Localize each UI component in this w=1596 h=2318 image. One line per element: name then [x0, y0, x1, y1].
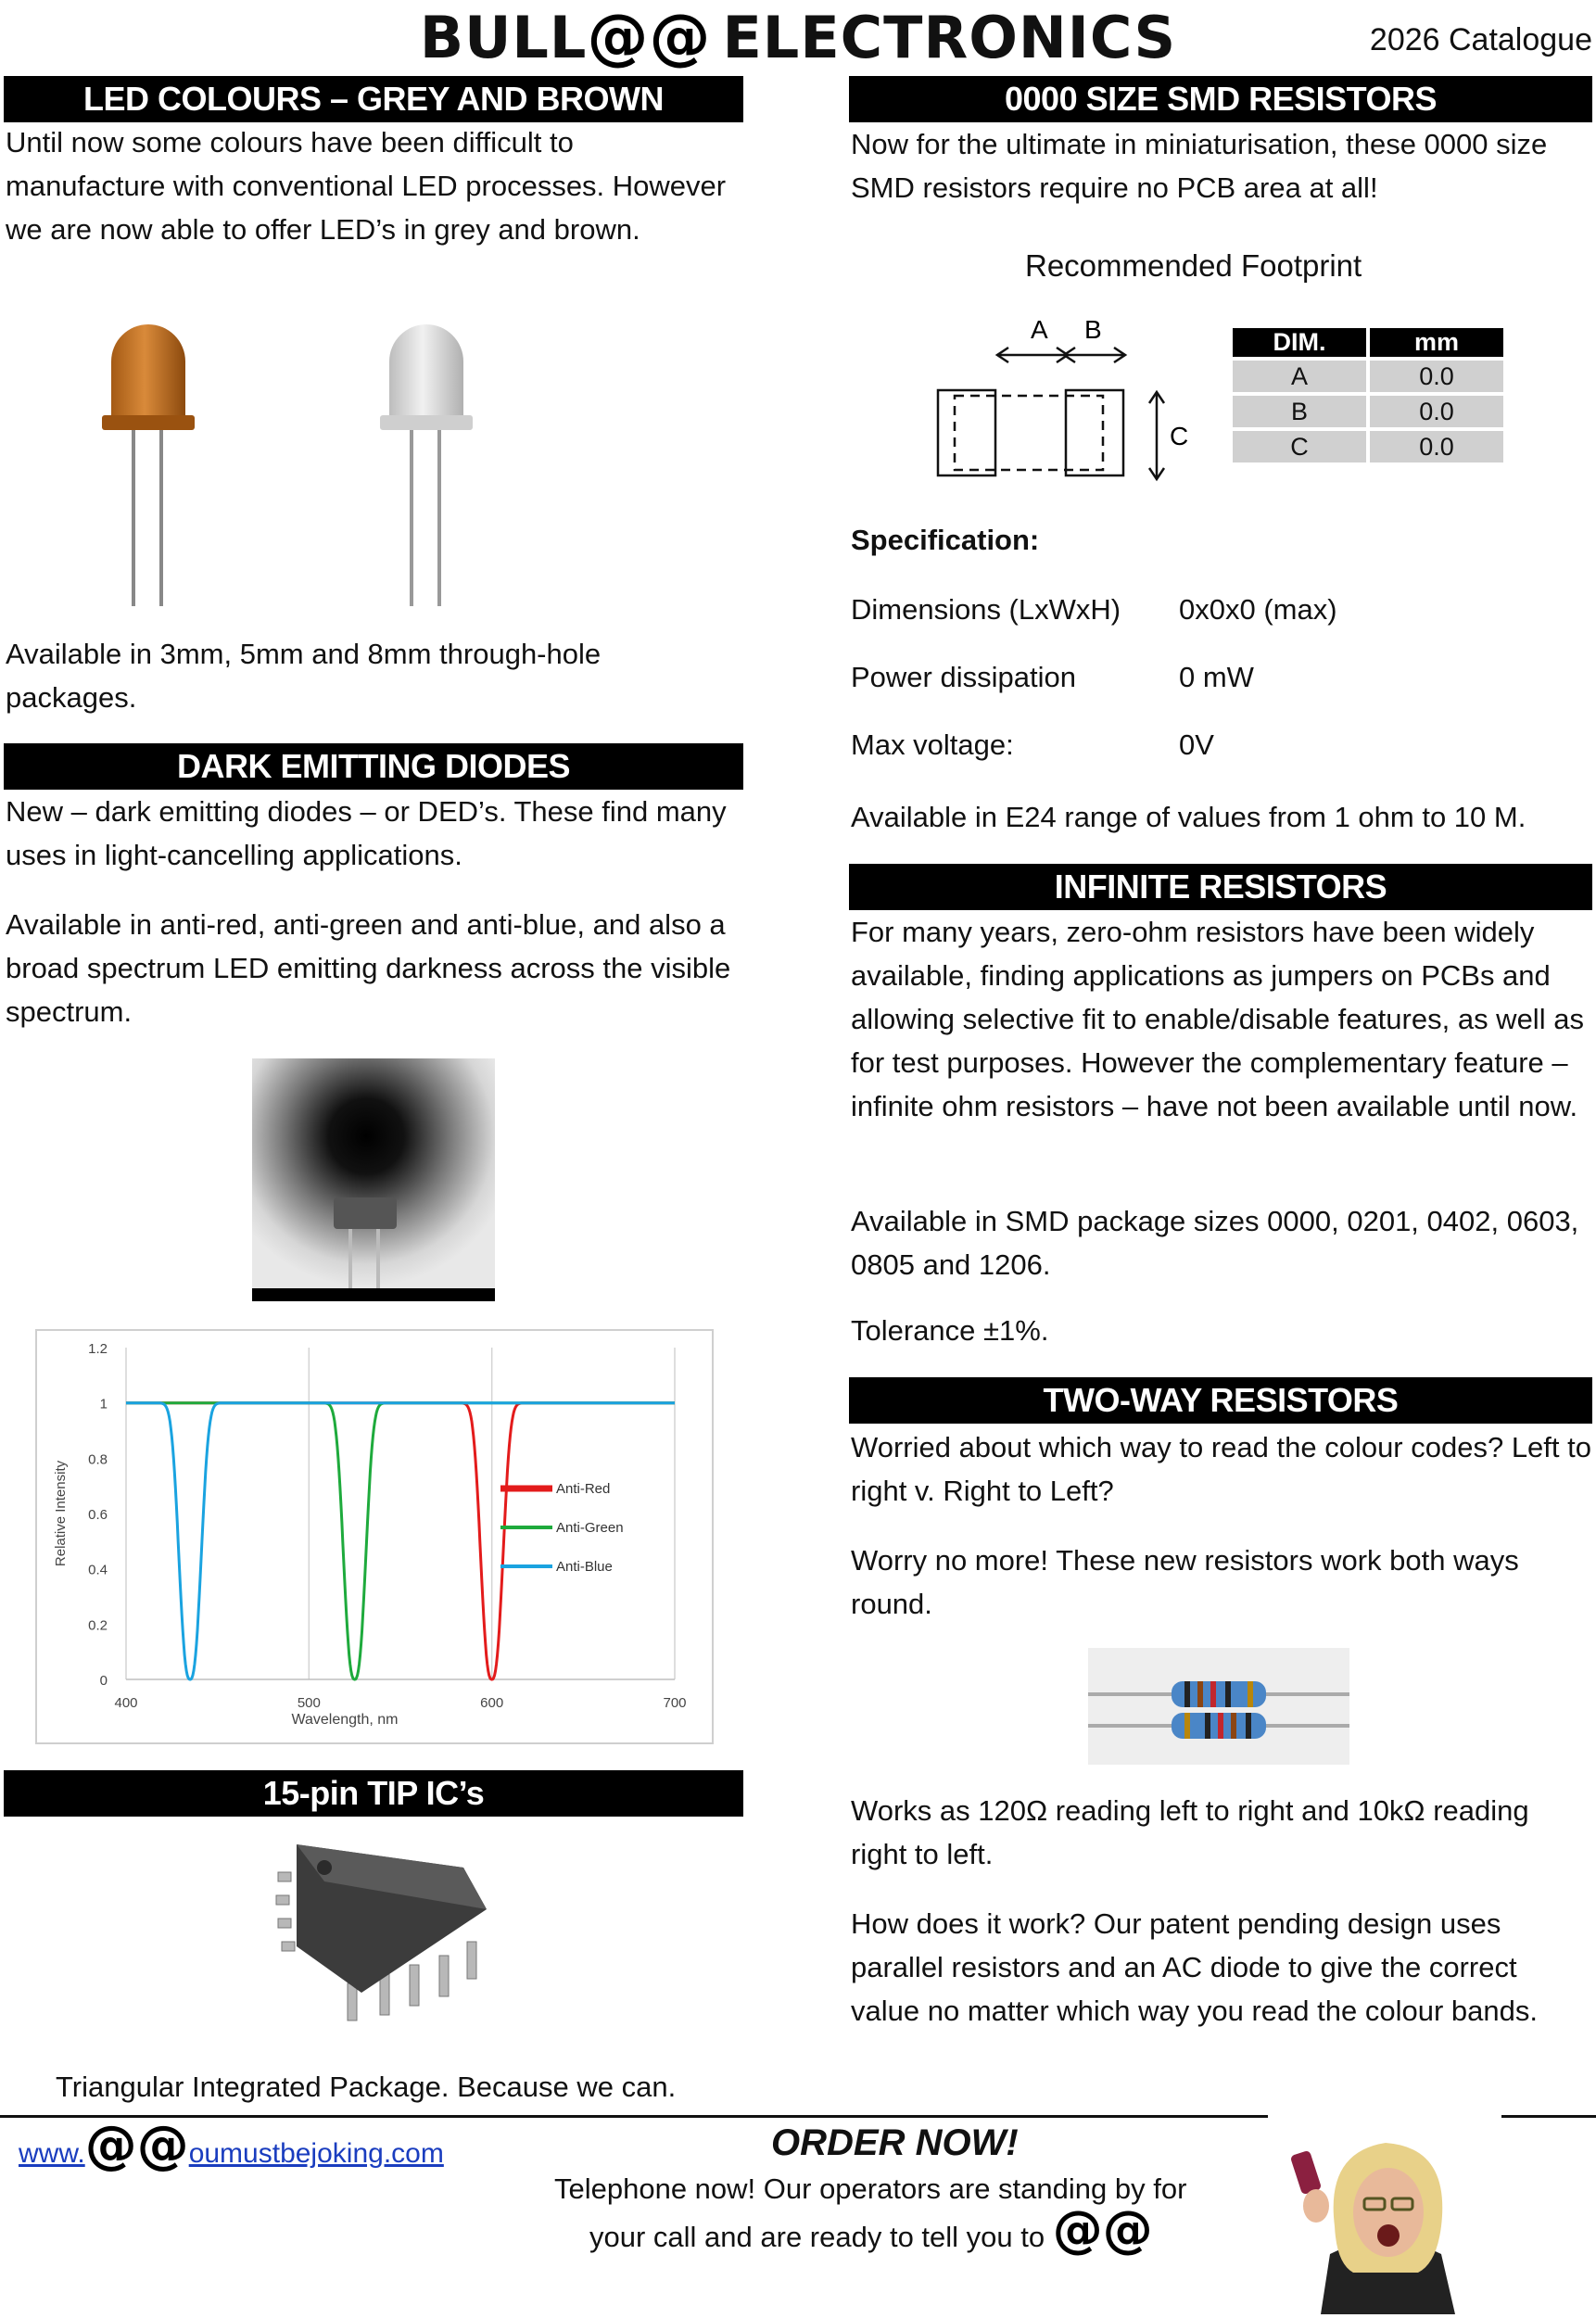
ded-header: DARK EMITTING DIODES: [4, 743, 743, 790]
spec-value-dimensions: 0x0x0 (max): [1179, 593, 1337, 626]
footprint-pads: [938, 390, 1123, 475]
x-tick-label: 500: [297, 1695, 321, 1711]
y-tick-label: 1: [99, 1396, 108, 1412]
infinite-body-1: For many years, zero-ohm resistors have been widely available, finding applications as jumpers on PCBs and allowing selective fit to enable/disable features, as well as for test purposes. However the complementary feature – infinite ohm resistors – have not been available until now.: [851, 916, 1584, 1122]
led-colours-body: Until now some colours have been difficult to manufacture with conventional LED processes. However we are now able to offer LED’s in grey and brown.: [6, 126, 727, 246]
spec-label-power: Power dissipation: [851, 661, 1076, 693]
x-tick-label: 600: [480, 1695, 504, 1711]
footer-rule-right: [1501, 2115, 1596, 2118]
order-now-title: ORDER NOW!: [771, 2122, 1019, 2163]
twoway-body-1: Worried about which way to read the colour codes? Left to right v. Right to Left?: [851, 1431, 1591, 1507]
x-axis-title: Wavelength, nm: [291, 1712, 399, 1728]
led-illustration: [83, 315, 510, 612]
infinite-body-2: Available in SMD package sizes 0000, 0201, 0402, 0603, 0805 and 1206.: [851, 1205, 1579, 1281]
y-tick-label: 0.6: [88, 1507, 108, 1523]
y-tick-label: 0: [99, 1673, 108, 1689]
spectrum-chart-frame: [35, 1329, 714, 1744]
tip-ic-header: 15-pin TIP IC’s: [4, 1770, 743, 1817]
legend-label-anti-red: Anti-Red: [556, 1481, 611, 1497]
smd-range: Available in E24 range of values from 1 ohm to 10 M.: [851, 801, 1526, 833]
x-tick-label: 400: [114, 1695, 138, 1711]
spec-title: Specification:: [851, 524, 1040, 556]
brand-mark: @@: [587, 1, 712, 72]
order-line-2: [589, 2200, 1153, 2259]
brand-left: BULL: [419, 4, 588, 71]
twoway-body-3: Works as 120Ω reading left to right and 10kΩ reading right to left.: [851, 1794, 1529, 1870]
table-cell: B: [1233, 396, 1366, 427]
y-tick-label: 1.2: [88, 1341, 108, 1357]
series-line-anti-blue: [126, 1403, 675, 1679]
y-tick-label: 0.8: [88, 1451, 108, 1468]
dim-col-header: DIM.: [1233, 328, 1366, 357]
table-cell: 0.0: [1370, 361, 1503, 392]
table-cell: A: [1233, 361, 1366, 392]
smd-header: 0000 SIZE SMD RESISTORS: [849, 76, 1592, 122]
table-row: [1233, 361, 1503, 392]
led-colours-header: LED COLOURS – GREY AND BROWN: [4, 76, 743, 122]
y-tick-label: 0.2: [88, 1617, 108, 1634]
x-tick-label: 700: [663, 1695, 687, 1711]
dim-c-label: C: [1170, 422, 1189, 450]
catalogue-year: 2026 Catalogue: [1369, 22, 1592, 57]
twoway-body-2: Worry no more! These new resistors work both ways round.: [851, 1544, 1519, 1620]
ded-body-1: New – dark emitting diodes – or DED’s. These find many uses in light-cancelling applications.: [6, 795, 727, 871]
legend-label-anti-blue: Anti-Blue: [556, 1559, 613, 1575]
website-link-start[interactable]: www.: [19, 2138, 85, 2169]
twoway-resistor-photo: [1088, 1648, 1349, 1765]
footprint-title: Recommended Footprint: [1025, 248, 1362, 283]
dim-a-label: A: [1031, 315, 1048, 344]
order-line-2-mark: @@: [1052, 2200, 1153, 2259]
brand-title: [0, 0, 1596, 75]
dimension-arrows: [997, 348, 1164, 479]
infinite-header: INFINITE RESISTORS: [849, 864, 1592, 910]
dimension-table-wrap: [1229, 324, 1507, 466]
footprint-diagram: [927, 310, 1205, 487]
triangular-ic-image: [269, 1826, 500, 2039]
brown-led: [102, 324, 195, 606]
spec-label-dimensions: Dimensions (LxWxH): [851, 593, 1121, 626]
website-link-mark: @@: [84, 2115, 189, 2175]
footer-rule-left: [0, 2115, 1268, 2118]
dimension-table: [1229, 324, 1507, 466]
ded-photo: [252, 1058, 495, 1301]
twoway-header: TWO-WAY RESISTORS: [849, 1377, 1592, 1424]
table-row: [1233, 431, 1503, 462]
spec-label-voltage: Max voltage:: [851, 728, 1014, 761]
spectrum-chart: [37, 1331, 712, 1742]
operator-photo: [1279, 2115, 1492, 2314]
legend-label-anti-green: Anti-Green: [556, 1520, 624, 1536]
table-row: [1233, 396, 1503, 427]
brand-right: ELECTRONICS: [722, 4, 1177, 71]
smd-body: Now for the ultimate in miniaturisation, these 0000 size SMD resistors require no PCB area at all!: [851, 128, 1548, 204]
y-axis-title: Relative Intensity: [53, 1460, 69, 1567]
website-link[interactable]: [19, 2115, 444, 2175]
mm-col-header: mm: [1370, 328, 1503, 357]
twoway-body-4: How does it work? Our patent pending design uses parallel resistors and an AC diode to give the correct value no matter which way you read the colour bands.: [851, 1907, 1538, 2027]
spec-value-power: 0 mW: [1179, 661, 1254, 693]
order-line-1: Telephone now! Our operators are standing by for: [554, 2172, 1187, 2205]
grey-led: [380, 324, 473, 606]
tip-ic-caption: Triangular Integrated Package. Because we can.: [56, 2071, 677, 2103]
ded-body-2: Available in anti-red, anti-green and anti-blue, and also a broad spectrum LED emitting darkness across the visible spectrum.: [6, 908, 731, 1028]
infinite-tolerance: Tolerance ±1%.: [851, 1314, 1049, 1347]
dim-b-label: B: [1084, 315, 1102, 344]
website-link-end[interactable]: oumustbejoking.com: [188, 2138, 444, 2169]
table-cell: C: [1233, 431, 1366, 462]
spec-value-voltage: 0V: [1179, 728, 1214, 761]
table-cell: 0.0: [1370, 431, 1503, 462]
table-cell: 0.0: [1370, 396, 1503, 427]
led-availability: Available in 3mm, 5mm and 8mm through-hole packages.: [6, 638, 602, 714]
order-line-2-text: your call and are ready to tell you to: [589, 2221, 1053, 2253]
y-tick-label: 0.4: [88, 1562, 108, 1578]
